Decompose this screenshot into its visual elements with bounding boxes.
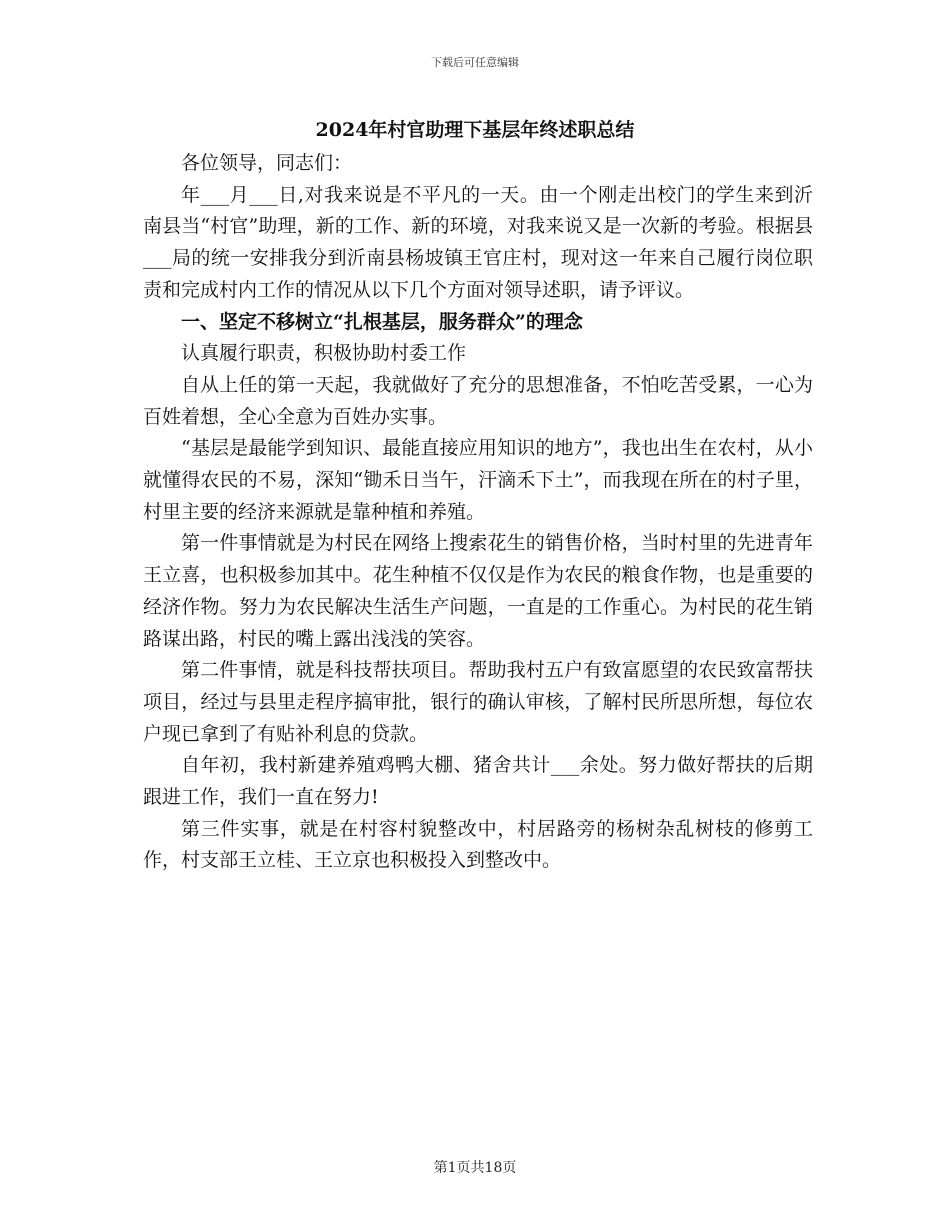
document-body: [143, 148, 813, 877]
paragraph: 第二件事情，就是科技帮扶项目。帮助我村五户有致富愿望的农民致富帮扶项目，经过与县里走程序搞审批，银行的确认审核，了解村民所思所想，每位农户现已拿到了有贴补利息的贷款。: [143, 659, 813, 745]
paragraph: 第一件事情就是为村民在网络上搜索花生的销售价格，当时村里的先进青年王立喜，也积极参加其中。花生种植不仅仅是作为农民的粮食作物，也是重要的经济作物。努力为农民解决生活生产问题，一直是的工作重心。为村民的花生销路谋出路，村民的嘴上露出浅浅的笑容。: [143, 532, 813, 650]
salutation: 各位领导，同志们：: [181, 152, 353, 174]
page-footer: 第1页共18页: [433, 1160, 517, 1176]
header-note: 下载后可任意编辑: [431, 56, 519, 69]
document-title: 2024年村官助理下基层年终述职总结: [315, 119, 635, 141]
paragraph: 第三件实事，就是在村容村貌整改中，村居路旁的杨树杂乱树枝的修剪工作，村支部王立桂、王立京也积极投入到整改中。: [143, 817, 813, 872]
paragraph: “基层是最能学到知识、最能直接应用知识的地方”，我也出生在农村，从小就懂得农民的不易，深知“锄禾日当午，汗滴禾下土”，而我现在所在的村子里，村里主要的经济来源就是靠种植和养殖。: [143, 437, 813, 523]
section-heading-1: 一、坚定不移树立“扎根基层，服务群众”的理念: [181, 310, 583, 333]
paragraph: 自年初，我村新建养殖鸡鸭大棚、猪舍共计___余处。努力做好帮扶的后期跟进工作，我们一直在努力!: [143, 754, 813, 809]
paragraph-intro: 年___月___日,对我来说是不平凡的一天。由一个刚走出校门的学生来到沂南县当“村官”助理，新的工作、新的环境，对我来说又是一次新的考验。根据县___局的统一安排我分到沂南县杨坡镇王官庄村，现对这一年来自己履行岗位职责和完成村内工作的情况从以下几个方面对领导述职，请予评议。: [143, 183, 813, 301]
paragraph: 自从上任的第一天起，我就做好了充分的思想准备，不怕吃苦受累，一心为百姓着想，全心全意为百姓办实事。: [143, 373, 813, 428]
sub-heading: 认真履行职责，积极协助村委工作: [181, 342, 467, 365]
